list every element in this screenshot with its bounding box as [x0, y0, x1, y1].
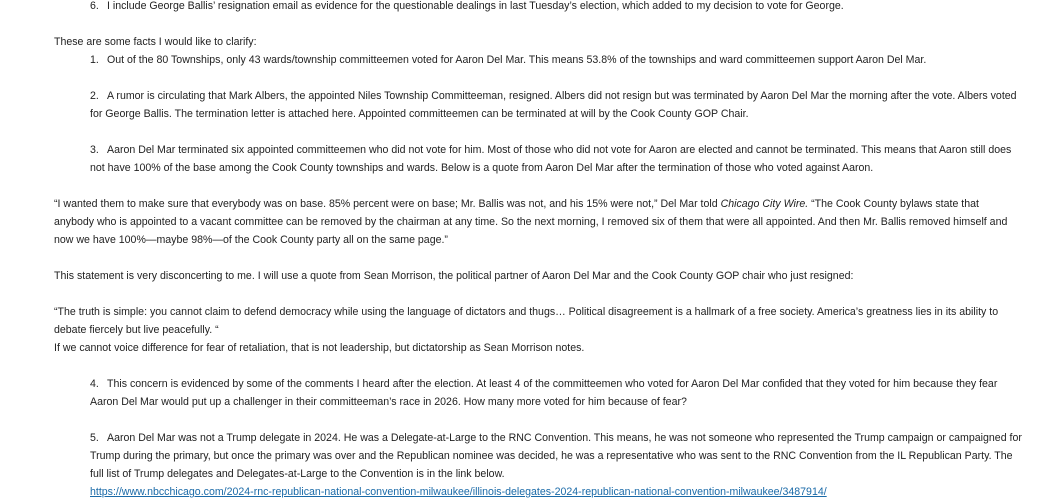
list-item-text: This concern is evidenced by some of the comments I heard after the election. At least 4 of the committeemen who voted for Aaron Del Mar confided that they voted for him because they fear: [107, 378, 998, 390]
list-item-4: [90, 375, 997, 393]
publication-name: Chicago City Wire.: [720, 198, 809, 210]
list-item-5: [90, 429, 1022, 447]
list-number: 5.: [90, 432, 99, 444]
quote-del-mar-continued: anybody who is appointed to a vacant committee can be removed by the chairman at any time. So the next morning, I removed six of them that were all appointed. And then Mr. Ballis removed himself and: [54, 216, 1008, 228]
delegates-link-line: [90, 483, 827, 501]
list-item-4-continued: Aaron Del Mar would put up a challenger in their committeeman’s race in 2026. How many more voted for him because of fear?: [90, 396, 687, 408]
list-item-5-continued: Trump during the primary, but once the primary was over and the Republican nominee was decided, he was a representative who was sent to the RNC Convention from the IL Republican Party. The: [90, 450, 1013, 462]
list-item-3: [90, 141, 1011, 159]
list-item-text: A rumor is circulating that Mark Albers, the appointed Niles Township Committeeman, resigned. Albers did not resign but was terminated by Aaron Del Mar the morning after the vote. Albers voted: [107, 90, 1017, 102]
quote-morrison-continued: debate fiercely but live peacefully. “: [54, 324, 219, 336]
list-item-text: Aaron Del Mar was not a Trump delegate in 2024. He was a Delegate-at-Large to the RNC Convention. This means, he was not someone who represented the Trump campaign or campaigned for: [107, 432, 1022, 444]
list-item-2-continued: for George Ballis. The termination letter is attached here. Appointed committeemen can be terminated at will by the Cook County GOP Chair.: [90, 108, 749, 120]
list-number: 6.: [90, 0, 99, 12]
quote-del-mar-end: now we have 100%—maybe 98%—of the Cook County party all on the same page.”: [54, 234, 448, 246]
list-item-5-end: full list of Trump delegates and Delegates-at-Large to the Convention is in the link below.: [90, 468, 505, 480]
list-item-3-continued: not have 100% of the base among the Cook County townships and wards. Below is a quote from Aaron Del Mar after the termination of those who voted against Aaron.: [90, 162, 874, 174]
quote-text: “The Cook County bylaws state that: [808, 198, 979, 210]
retaliation-sentence: If we cannot voice difference for fear of retaliation, that is not leadership, but dictatorship as Sean Morrison notes.: [54, 342, 585, 354]
list-number: 2.: [90, 90, 99, 102]
list-item-2: [90, 87, 1017, 105]
list-item-text: I include George Ballis’ resignation email as evidence for the questionable dealings in last Tuesday’s election, which added to my decision to vote for George.: [107, 0, 844, 12]
list-item-text: Out of the 80 Townships, only 43 wards/township committeemen voted for Aaron Del Mar. This means 53.8% of the townships and ward committeemen support Aaron Del Mar.: [107, 54, 927, 66]
list-item-6: [90, 0, 844, 15]
delegates-link[interactable]: https://www.nbcchicago.com/2024-rnc-republican-national-convention-milwaukee/illinois-delegates-2024-republican-national-convention-milwaukee/3487914/: [90, 486, 827, 498]
facts-intro: These are some facts I would like to clarify:: [54, 36, 257, 48]
list-item-1: [90, 51, 926, 69]
quote-morrison: “The truth is simple: you cannot claim to defend democracy while using the language of dictators and thugs… Political disagreement is a hallmark of a free society. America’s greatness lies in its ability to: [54, 306, 999, 318]
quote-del-mar: [54, 195, 979, 213]
list-number: 1.: [90, 54, 99, 66]
list-number: 4.: [90, 378, 99, 390]
list-number: 3.: [90, 144, 99, 156]
list-item-text: Aaron Del Mar terminated six appointed committeemen who did not vote for him. Most of those who did not vote for Aaron are elected and cannot be terminated. This means that Aaron still does: [107, 144, 1012, 156]
statement-paragraph: This statement is very disconcerting to me. I will use a quote from Sean Morrison, the political partner of Aaron Del Mar and the Cook County GOP chair who just resigned:: [54, 270, 854, 282]
quote-text: “I wanted them to make sure that everybody was on base. 85% percent were on base; Mr. Ballis was not, and his 15% were not,” Del Mar told: [54, 198, 721, 210]
